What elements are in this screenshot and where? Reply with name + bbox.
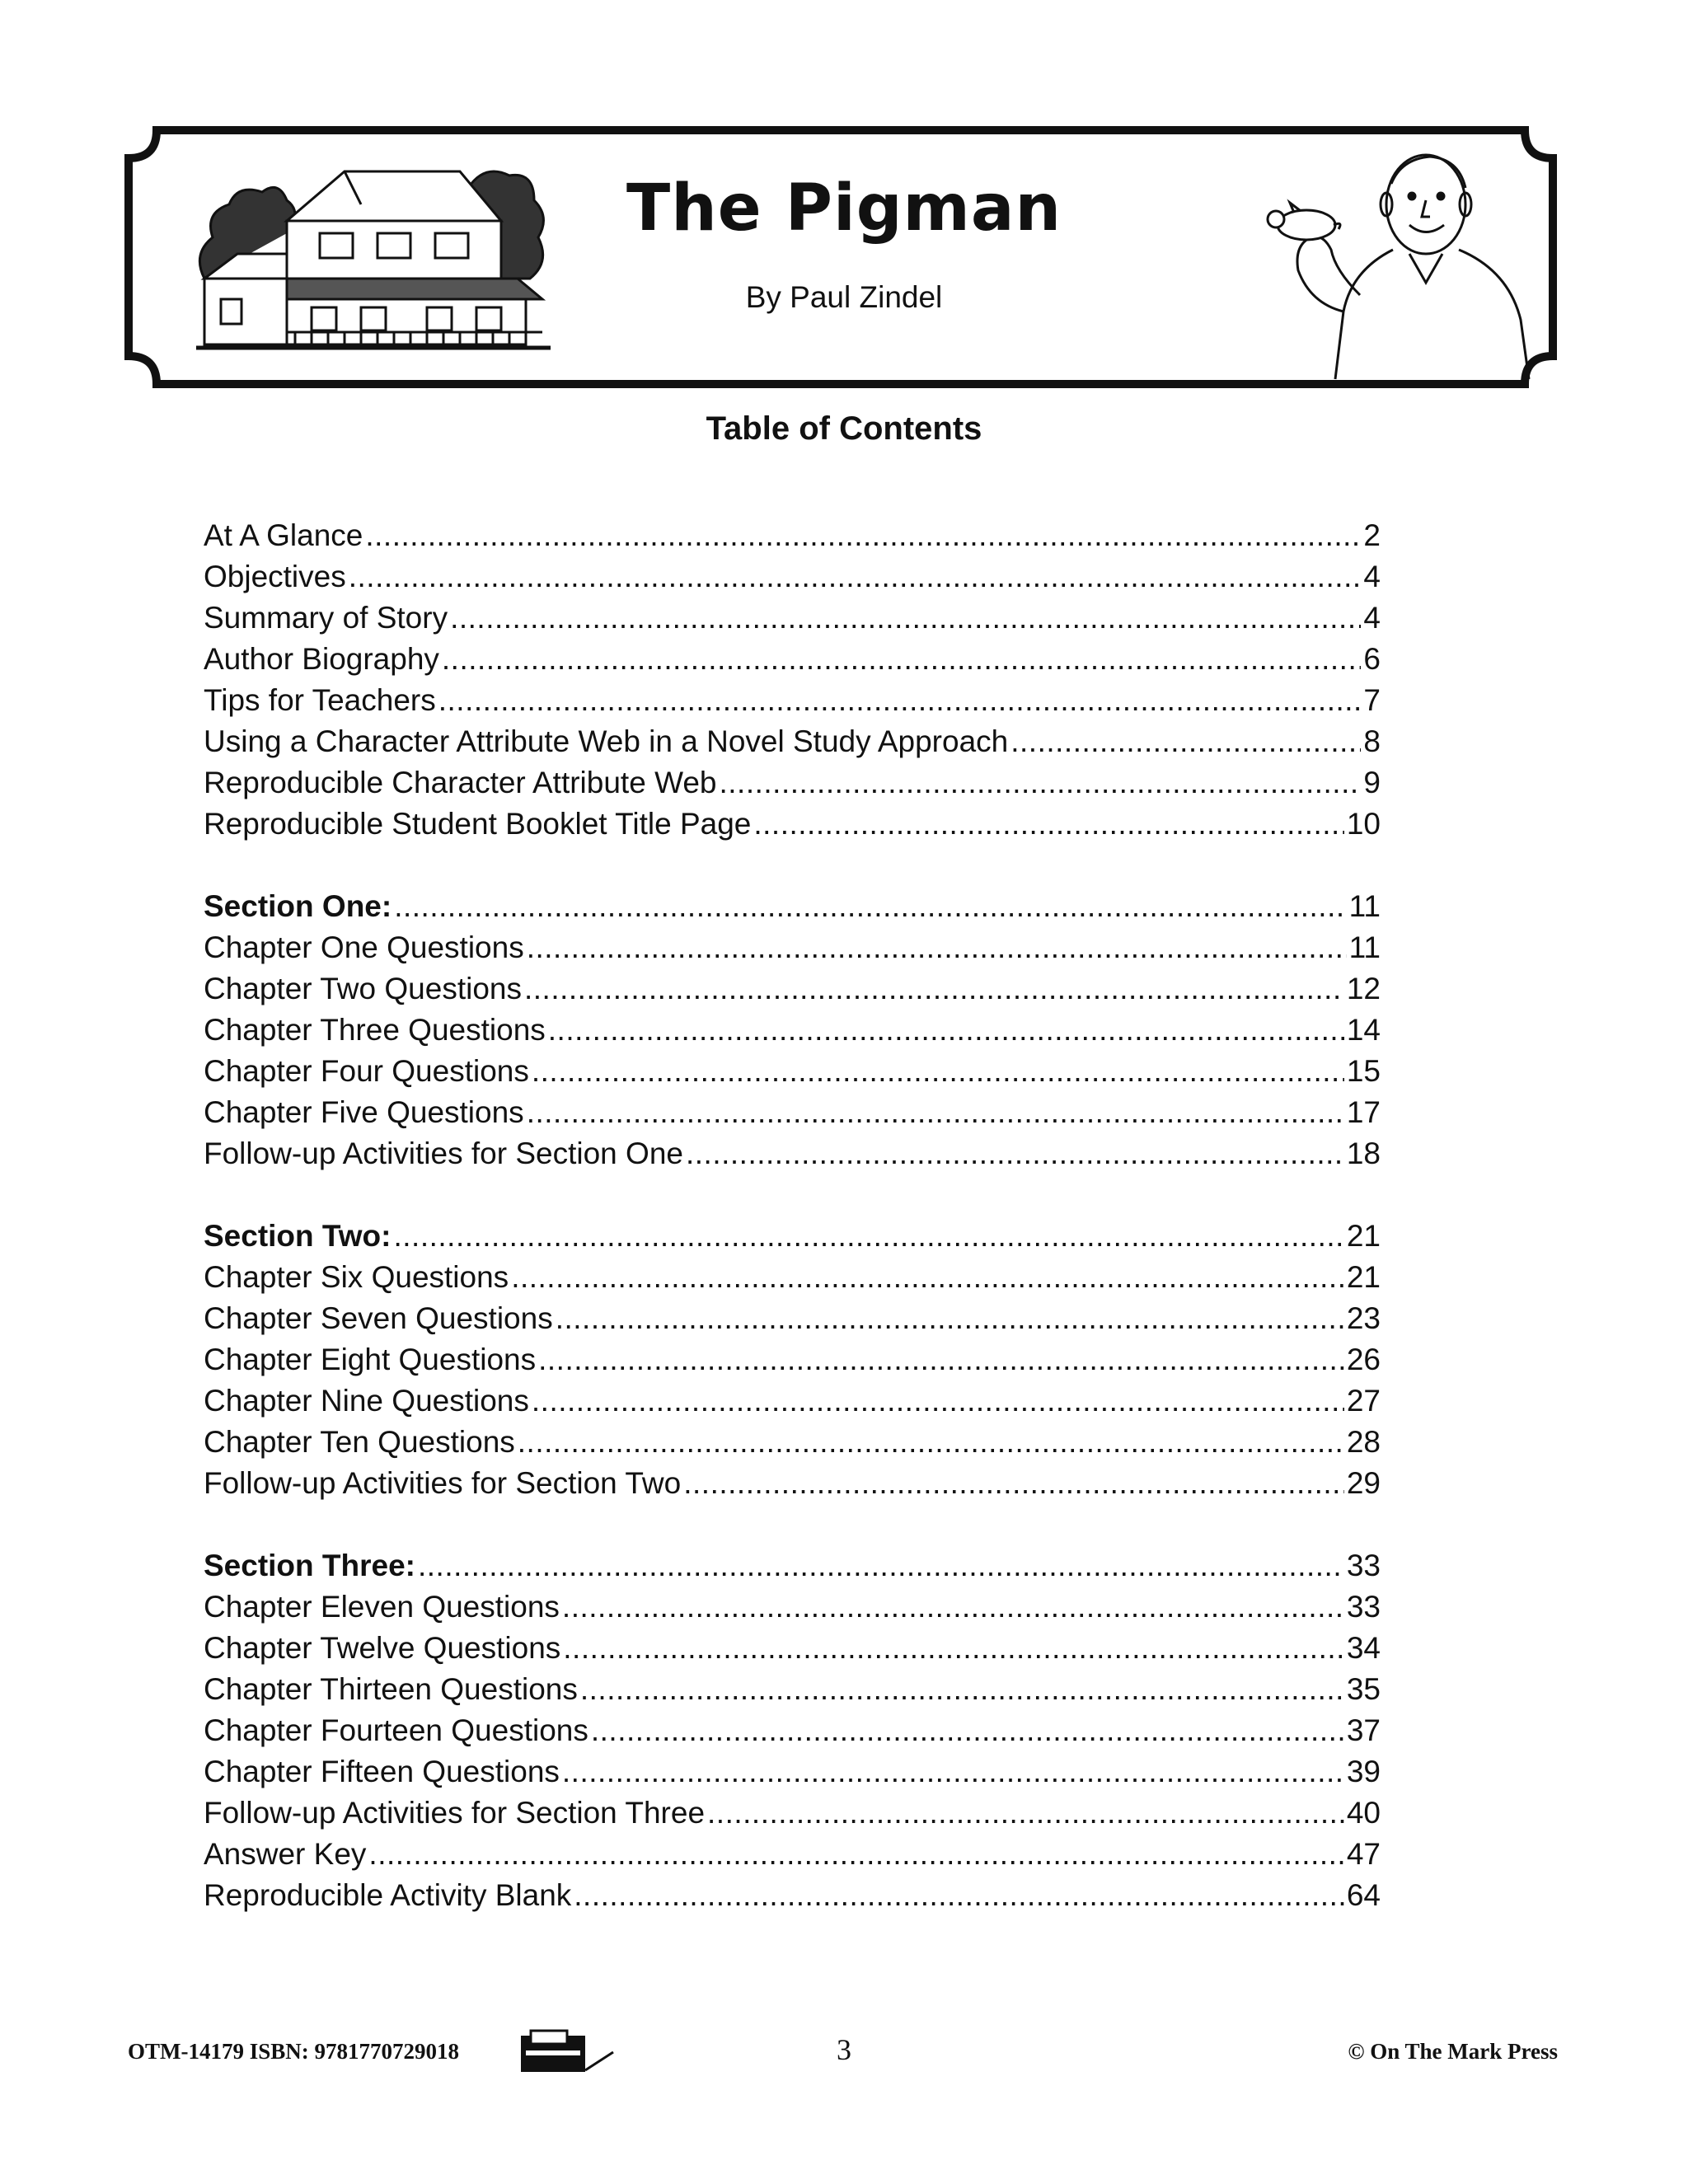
toc-dot-leader [532, 1380, 1344, 1422]
toc-entry-page: 27 [1346, 1384, 1381, 1418]
toc-entry-page: 33 [1346, 1549, 1381, 1582]
toc-entry-page: 17 [1346, 1095, 1381, 1129]
toc-entry-page: 8 [1363, 724, 1381, 758]
page-number: 3 [837, 2033, 851, 2066]
toc-entry [204, 1010, 1381, 1051]
toc-entry [204, 598, 1381, 639]
toc-entry-label: Chapter One Questions [204, 930, 524, 964]
toc-entry-label: Section One: [204, 889, 392, 923]
toc-dot-leader [442, 639, 1362, 680]
toc-entry-label: Chapter Two Questions [204, 972, 522, 1005]
toc-entry [204, 1875, 1381, 1916]
toc-entry-label: Chapter Eleven Questions [204, 1590, 560, 1624]
toc-entry-label: Author Biography [204, 642, 439, 676]
toc-dot-leader [349, 556, 1362, 598]
toc-entry [204, 1793, 1381, 1834]
toc-entry-label: At A Glance [204, 518, 363, 552]
toc-entry [204, 1834, 1381, 1875]
toc-entry-label: Chapter Four Questions [204, 1054, 529, 1088]
toc-entry-page: 11 [1348, 889, 1381, 923]
toc-heading: Table of Contents [706, 410, 982, 447]
toc-dot-leader [562, 1586, 1344, 1628]
toc-entry [204, 556, 1381, 598]
toc-entry-label: Follow-up Activities for Section One [204, 1137, 683, 1170]
toc-dot-leader [538, 1339, 1344, 1380]
toc-entry-page: 4 [1363, 601, 1381, 635]
toc-entry-label: Answer Key [204, 1837, 367, 1871]
toc-entry-page: 34 [1346, 1631, 1381, 1665]
toc-entry-page: 10 [1346, 807, 1381, 841]
toc-entry-page: 23 [1346, 1301, 1381, 1335]
toc-entry-label: Section Two: [204, 1219, 392, 1253]
toc-entry-page: 6 [1363, 642, 1381, 676]
toc-entry-page: 29 [1346, 1466, 1381, 1500]
toc-entry-label: Section Three: [204, 1549, 415, 1582]
toc-entry-label: Summary of Story [204, 601, 448, 635]
toc-dot-leader [563, 1628, 1344, 1669]
toc-entry-page: 37 [1346, 1713, 1381, 1747]
toc-entry [204, 639, 1381, 680]
author-line: By Paul Zindel [745, 280, 943, 314]
toc-entry-page: 40 [1346, 1796, 1381, 1830]
toc-entry [204, 1339, 1381, 1380]
toc-entry-label: Chapter Five Questions [204, 1095, 524, 1129]
toc-entry [204, 1133, 1381, 1174]
toc-dot-leader [368, 1834, 1343, 1875]
toc-entry-page: 21 [1346, 1219, 1381, 1253]
toc-entry [204, 1257, 1381, 1298]
toc-dot-leader [580, 1669, 1344, 1710]
toc-entry-label: Chapter Twelve Questions [204, 1631, 561, 1665]
toc-entry [204, 1051, 1381, 1092]
toc-dot-leader [450, 598, 1361, 639]
toc-entry-label: Chapter Ten Questions [204, 1425, 515, 1459]
toc-dot-leader [393, 1216, 1343, 1257]
toc-entry-page: 21 [1346, 1260, 1381, 1294]
toc-entry [204, 1463, 1381, 1504]
toc-dot-leader [562, 1751, 1344, 1793]
toc-entry [204, 1586, 1381, 1628]
toc-dot-leader [527, 927, 1347, 968]
toc-entry-page: 18 [1346, 1137, 1381, 1170]
toc-dot-leader [394, 886, 1346, 927]
toc-entry-page: 11 [1348, 930, 1381, 964]
footer-copyright: © On The Mark Press [1348, 2039, 1558, 2064]
toc-dot-leader [1010, 721, 1361, 762]
footer-isbn: OTM-14179 ISBN: 9781770729018 [128, 2039, 460, 2064]
toc-entry [204, 721, 1381, 762]
toc-entry-label: Reproducible Character Attribute Web [204, 766, 717, 799]
toc-entry [204, 1545, 1381, 1586]
toc-entry-label: Tips for Teachers [204, 683, 436, 717]
toc-entry-label: Chapter Fifteen Questions [204, 1755, 560, 1788]
toc-entry [204, 927, 1381, 968]
toc-entry [204, 1628, 1381, 1669]
toc-dot-leader [511, 1257, 1344, 1298]
toc-dot-leader [365, 515, 1361, 556]
toc-dot-leader [418, 1545, 1344, 1586]
toc-entry-page: 9 [1363, 766, 1381, 799]
toc-dot-leader [591, 1710, 1344, 1751]
toc-entry-page: 14 [1346, 1013, 1381, 1047]
toc-entry-label: Reproducible Student Booklet Title Page [204, 807, 752, 841]
toc-entry [204, 1216, 1381, 1257]
toc-dot-leader [574, 1875, 1344, 1916]
toc-entry-label: Chapter Thirteen Questions [204, 1672, 578, 1706]
toc-entry [204, 1092, 1381, 1133]
toc-entry-label: Chapter Three Questions [204, 1013, 546, 1047]
document-title: The Pigman [626, 171, 1062, 246]
toc-group-gap [204, 845, 1381, 886]
toc-entry [204, 1298, 1381, 1339]
toc-entry-page: 64 [1346, 1878, 1381, 1912]
toc-dot-leader [556, 1298, 1344, 1339]
toc-dot-leader [683, 1463, 1344, 1504]
toc-entry [204, 804, 1381, 845]
toc-entry-label: Chapter Eight Questions [204, 1343, 537, 1376]
toc-entry [204, 515, 1381, 556]
toc-entry [204, 886, 1381, 927]
toc-entry-label: Follow-up Activities for Section Three [204, 1796, 706, 1830]
toc-entry-page: 28 [1346, 1425, 1381, 1459]
toc-dot-leader [518, 1422, 1344, 1463]
toc-entry-page: 4 [1363, 560, 1381, 593]
toc-entry-page: 35 [1346, 1672, 1381, 1706]
toc-entry-page: 47 [1346, 1837, 1381, 1871]
toc-entry [204, 1422, 1381, 1463]
toc-entry-label: Objectives [204, 560, 346, 593]
toc-entry-page: 33 [1346, 1590, 1381, 1624]
toc-dot-leader [548, 1010, 1344, 1051]
toc-entry-label: Chapter Seven Questions [204, 1301, 553, 1335]
toc-group-gap [204, 1504, 1381, 1545]
toc-dot-leader [438, 680, 1362, 721]
toc-entry [204, 1751, 1381, 1793]
toc-entry-label: Chapter Six Questions [204, 1260, 509, 1294]
toc-dot-leader [527, 1092, 1344, 1133]
toc-entry-label: Chapter Nine Questions [204, 1384, 529, 1418]
toc-entry [204, 1710, 1381, 1751]
toc-entry-page: 7 [1363, 683, 1381, 717]
table-of-contents [204, 515, 1381, 1916]
toc-entry-label: Reproducible Activity Blank [204, 1878, 572, 1912]
toc-dot-leader [532, 1051, 1344, 1092]
toc-dot-leader [753, 804, 1343, 845]
toc-entry [204, 968, 1381, 1010]
toc-entry-page: 26 [1346, 1343, 1381, 1376]
toc-entry-page: 2 [1363, 518, 1381, 552]
toc-entry-label: Using a Character Attribute Web in a Novel Study Approach [204, 724, 1009, 758]
toc-entry-page: 39 [1346, 1755, 1381, 1788]
toc-group-gap [204, 1174, 1381, 1216]
toc-entry-page: 15 [1346, 1054, 1381, 1088]
toc-entry-label: Follow-up Activities for Section Two [204, 1466, 682, 1500]
toc-entry-page: 12 [1346, 972, 1381, 1005]
toc-entry [204, 1669, 1381, 1710]
toc-dot-leader [707, 1793, 1344, 1834]
toc-dot-leader [719, 762, 1361, 804]
toc-entry [204, 762, 1381, 804]
toc-dot-leader [686, 1133, 1344, 1174]
toc-dot-leader [524, 968, 1344, 1010]
toc-entry [204, 1380, 1381, 1422]
toc-entry [204, 680, 1381, 721]
toc-entry-label: Chapter Fourteen Questions [204, 1713, 588, 1747]
